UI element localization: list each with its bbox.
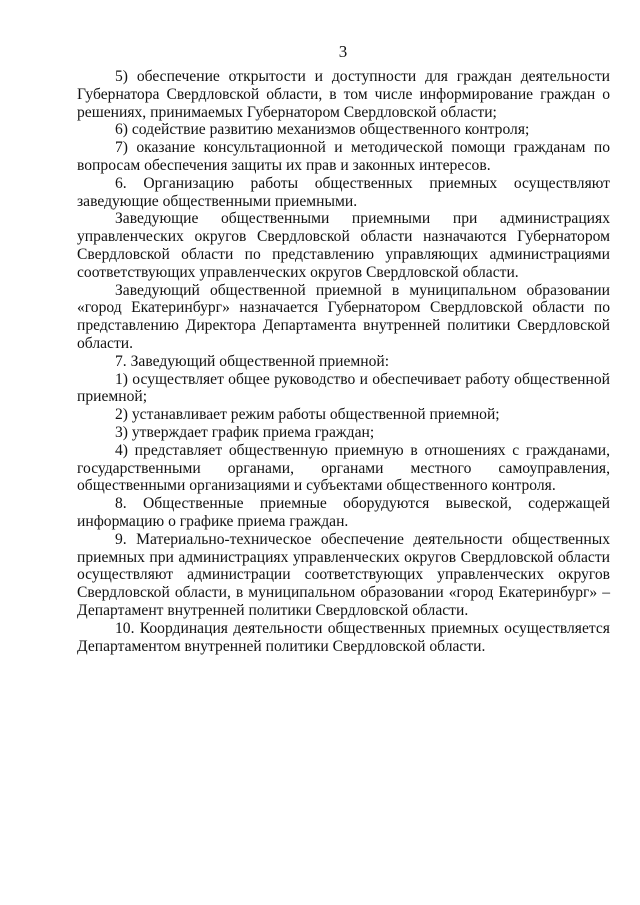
paragraph-duty-1-management: 1) осуществляет общее руководство и обеспечивает работу общественной приемной; <box>77 370 610 406</box>
paragraph-section-8-signage: 8. Общественные приемные оборудуются вывеской, содержащей информацию о графике приема граждан. <box>77 495 610 530</box>
page-number: 3 <box>338 42 348 61</box>
paragraph-item-5-transparency: 5) обеспечение открытости и доступности для граждан деятельности Губернатора Свердловской области, в том числе информирование граждан о решениях, принимаемых Губернатором Свердловской области; <box>77 68 610 121</box>
paragraph-item-6-public-control: 6) содействие развитию механизмов общественного контроля; <box>115 121 530 139</box>
paragraph-heads-appointment: Заведующие общественными приемными при администрациях управленческих округов Свердловской области назначаются Губернатором Свердловской области по представлению управляющих администрациями соответствующих управленческих округов Свердловской области. <box>77 210 610 281</box>
paragraph-ekaterinburg-head: Заведующий общественной приемной в муниципальном образовании «город Екатеринбург» назначается Губернатором Свердловской области по представлению Директора Департамента внутренней политики Свердловской области. <box>77 281 610 352</box>
document-body <box>77 68 610 655</box>
paragraph-section-10-coordination: 10. Координация деятельности общественных приемных осуществляется Департаментом внутренней политики Свердловской области. <box>77 619 610 655</box>
paragraph-section-6-organization: 6. Организацию работы общественных приемных осуществляют заведующие общественными приемными. <box>77 174 610 210</box>
paragraph-item-7-consultation: 7) оказание консультационной и методической помощи гражданам по вопросам обеспечения защиты их прав и законных интересов. <box>77 139 610 174</box>
paragraph-section-9-logistics: 9. Материально-техническое обеспечение деятельности общественных приемных при администрациях управленческих округов Свердловской области осуществляют администрации соответствующих управленческих округов Свердловской области, в муниципальном образовании «город Екатеринбург» – Департамент внутренней политики Свердловской области. <box>77 530 610 619</box>
paragraph-duty-4-representation: 4) представляет общественную приемную в отношениях с гражданами, государственными органами, органами местного самоуправления, общественными организациями и субъектами общественного контроля. <box>77 441 610 495</box>
paragraph-duty-3-reception-schedule: 3) утверждает график приема граждан; <box>115 423 375 441</box>
paragraph-section-7-head-duties: 7. Заведующий общественной приемной: <box>115 352 390 370</box>
paragraph-duty-2-schedule: 2) устанавливает режим работы общественной приемной; <box>115 406 500 424</box>
